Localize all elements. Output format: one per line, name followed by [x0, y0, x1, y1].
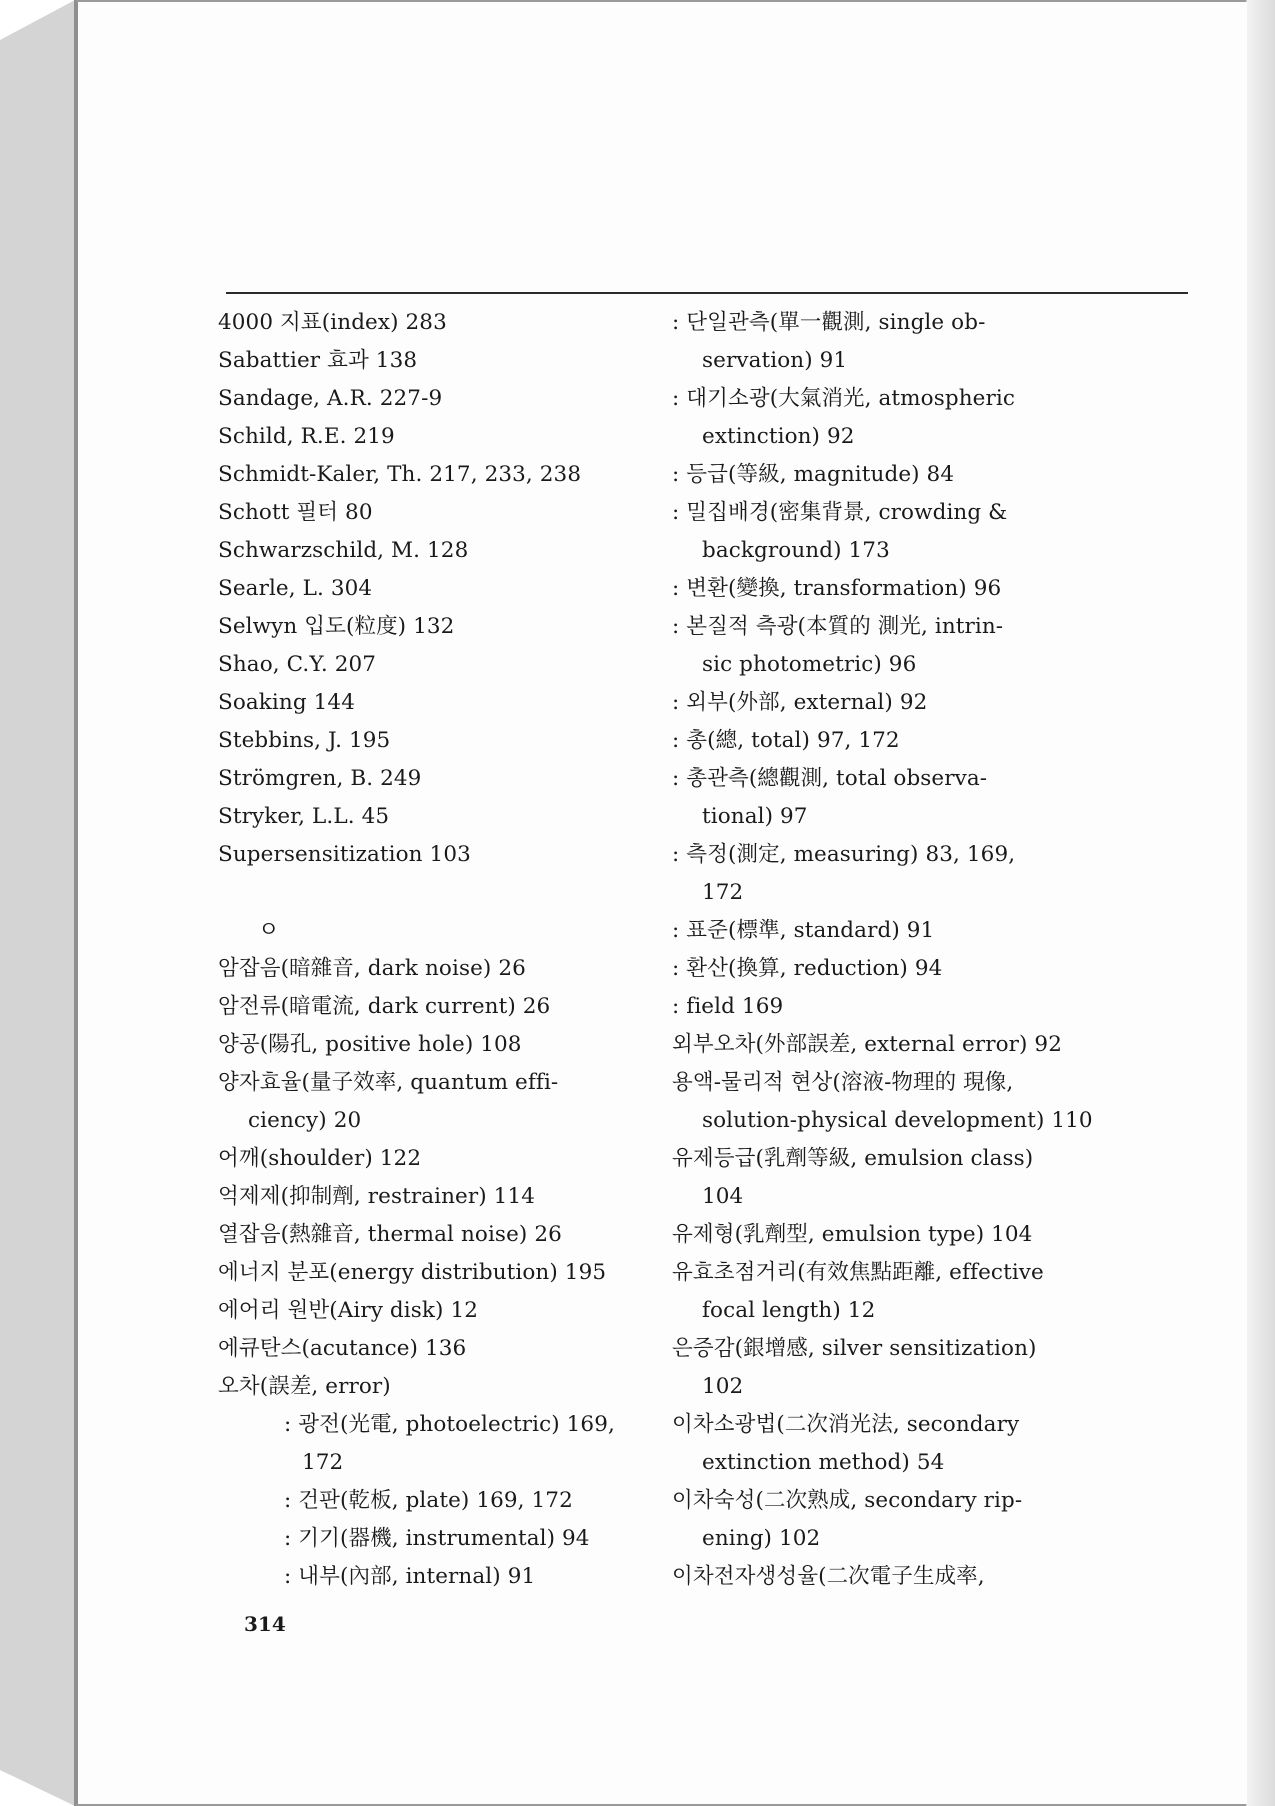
index-entry: 오차(誤差, error)	[218, 1374, 391, 1399]
index-entry: focal length) 12	[702, 1298, 876, 1323]
page-number: 314	[244, 1612, 286, 1636]
index-entry: 에큐탄스(acutance) 136	[218, 1336, 467, 1361]
index-entry: Sabattier 효과 138	[218, 348, 418, 373]
index-entry: 172	[702, 880, 744, 905]
index-entry: extinction method) 54	[702, 1450, 945, 1475]
index-entry: : field 169	[672, 994, 784, 1019]
index-entry: ening) 102	[702, 1526, 821, 1551]
index-entry: Sandage, A.R. 227-9	[218, 386, 443, 411]
index-entry: Strömgren, B. 249	[218, 766, 422, 791]
index-entry: : 측정(測定, measuring) 83, 169,	[672, 842, 1016, 867]
index-entry: 양자효율(量子效率, quantum effi-	[218, 1070, 559, 1095]
index-entry: : 총관측(總觀測, total observa-	[672, 766, 988, 791]
index-entry: : 단일관측(單一觀測, single ob-	[672, 310, 986, 335]
book-spine	[0, 0, 78, 1806]
index-entry: Selwyn 입도(粒度) 132	[218, 614, 455, 639]
index-entry: : 내부(內部, internal) 91	[284, 1564, 536, 1589]
index-entry: Schmidt-Kaler, Th. 217, 233, 238	[218, 462, 582, 487]
index-column-right	[672, 304, 1192, 1596]
index-entry: 외부오차(外部誤差, external error) 92	[672, 1032, 1062, 1057]
index-entry: 열잡음(熱雜音, thermal noise) 26	[218, 1222, 562, 1247]
index-entry: : 표준(標準, standard) 91	[672, 918, 935, 943]
index-entry: ciency) 20	[248, 1108, 362, 1133]
index-entry: tional) 97	[702, 804, 808, 829]
index-entry: 양공(陽孔, positive hole) 108	[218, 1032, 522, 1057]
index-entry: : 밀집배경(密集背景, crowding &	[672, 500, 1008, 525]
index-entry: : 변환(變換, transformation) 96	[672, 576, 1002, 601]
index-entry: servation) 91	[702, 348, 848, 373]
index-entry: Shao, C.Y. 207	[218, 652, 377, 677]
index-entry: : 본질적 측광(本質的 測光, intrin-	[672, 614, 1004, 639]
index-entry: 용액-물리적 현상(溶液-物理的 現像,	[672, 1070, 1014, 1095]
index-spacer	[218, 874, 718, 912]
index-entry: Schwarzschild, M. 128	[218, 538, 469, 563]
header-rule	[226, 292, 1188, 294]
index-entry: 유제형(乳劑型, emulsion type) 104	[672, 1222, 1033, 1247]
index-entry: Searle, L. 304	[218, 576, 373, 601]
index-entry: 이차소광법(二次消光法, secondary	[672, 1412, 1020, 1437]
index-entry: 이차숙성(二次熟成, secondary rip-	[672, 1488, 1023, 1513]
section-heading: ㅇ	[258, 918, 280, 943]
index-entry: 에어리 원반(Airy disk) 12	[218, 1298, 479, 1323]
index-entry: 에너지 분포(energy distribution) 195	[218, 1260, 607, 1285]
index-entry: 억제제(抑制劑, restrainer) 114	[218, 1184, 536, 1209]
index-entry: Stryker, L.L. 45	[218, 804, 390, 829]
index-entry: 암전류(暗電流, dark current) 26	[218, 994, 551, 1019]
index-entry: : 외부(外部, external) 92	[672, 690, 928, 715]
index-column-left	[218, 304, 718, 1596]
book-page-edges	[1246, 0, 1275, 1806]
index-entry: Schild, R.E. 219	[218, 424, 395, 449]
index-entry: solution-physical development) 110	[702, 1108, 1093, 1133]
index-entry: : 광전(光電, photoelectric) 169,	[284, 1412, 615, 1437]
index-entry: 102	[702, 1374, 744, 1399]
index-entry: : 등급(等級, magnitude) 84	[672, 462, 955, 487]
index-entry: : 환산(換算, reduction) 94	[672, 956, 943, 981]
index-entry: Soaking 144	[218, 690, 355, 715]
index-entry: Supersensitization 103	[218, 842, 471, 867]
index-entry: 은증감(銀增感, silver sensitization)	[672, 1336, 1037, 1361]
index-entry: 암잡음(暗雜音, dark noise) 26	[218, 956, 526, 981]
index-entry: 어깨(shoulder) 122	[218, 1146, 422, 1171]
index-entry: 유효초점거리(有效焦點距離, effective	[672, 1260, 1044, 1285]
index-entry: 172	[302, 1450, 344, 1475]
index-entry: 이차전자생성율(二次電子生成率,	[672, 1564, 985, 1589]
index-entry: 104	[702, 1184, 744, 1209]
index-entry: background) 173	[702, 538, 890, 563]
index-entry: Schott 필터 80	[218, 500, 373, 525]
index-entry: : 건판(乾板, plate) 169, 172	[284, 1488, 573, 1513]
index-entry: : 총(總, total) 97, 172	[672, 728, 900, 753]
index-entry: Stebbins, J. 195	[218, 728, 391, 753]
index-entry: 유제등급(乳劑等級, emulsion class)	[672, 1146, 1034, 1171]
index-entry: extinction) 92	[702, 424, 855, 449]
index-entry: sic photometric) 96	[702, 652, 917, 677]
index-page	[78, 2, 1247, 1804]
index-entry: : 기기(器機, instrumental) 94	[284, 1526, 590, 1551]
index-entry: : 대기소광(大氣消光, atmospheric	[672, 386, 1015, 411]
index-entry: 4000 지표(index) 283	[218, 310, 447, 335]
